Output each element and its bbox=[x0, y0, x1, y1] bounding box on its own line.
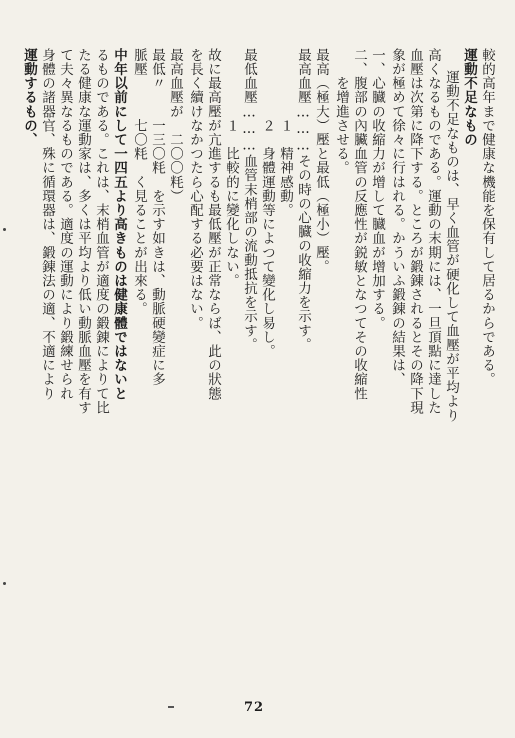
text-column: て夫々異なるものである。適度の運動により鍛練せられ bbox=[57, 48, 73, 401]
text-column: 身體の諸器官、殊に循環器は、鍛錬法の適、不適により bbox=[39, 48, 55, 401]
text-column: 較的高年まで健康な機能を保有して居るからである。 bbox=[479, 48, 495, 387]
text-column: を長く續けなかつたら心配する必要はない。 bbox=[187, 48, 203, 330]
text-column: １ 精神感動。 bbox=[277, 48, 293, 218]
text-column: 二、腹部の內臟血管の反應性が鋭敏となつてその收縮性 bbox=[351, 48, 367, 401]
text-column: 最高血壓が 二〇〇粍） bbox=[167, 48, 183, 204]
text-column: 高くなるものである。運動の末期には、一旦頂點に達した bbox=[425, 48, 441, 415]
text-column: 脈壓 七〇粍 く見ることが出來る。 bbox=[131, 48, 147, 316]
text-column: ２ 身體運動等によつて變化し易し。 bbox=[259, 48, 275, 359]
text-column: 最低血壓………血管末梢部の流動抵抗を示す。 bbox=[241, 48, 257, 352]
print-mark bbox=[168, 706, 174, 708]
text-column: １ 比較的に變化しない。 bbox=[223, 48, 239, 288]
text-column: 運動不足なものは、早く血管が硬化して血壓が平均より bbox=[443, 70, 459, 423]
section-heading: 運動するもの、 bbox=[21, 48, 37, 147]
text-column: 最高（極大）壓と最低（極小）壓。 bbox=[313, 48, 329, 274]
text-column: るものである。これは、末梢血管が適度の鍛錬によりて比 bbox=[93, 48, 109, 415]
text-column: 最高血壓………その時の心臓の收縮力を示す。 bbox=[295, 48, 311, 352]
section-heading: 運動不足なもの bbox=[461, 48, 477, 147]
text-column: 最低〃 一三〇粍 を示す如きは、動脈硬變症に多 bbox=[149, 48, 165, 387]
text-column: 故に最高壓が亢進するも最低壓が正常ならば、此の狀態 bbox=[205, 48, 221, 401]
text-column: 象が極めて徐々に行はれる。かういふ鍛錬の結果は、 bbox=[389, 48, 405, 387]
print-mark bbox=[3, 582, 6, 585]
text-column: 一、心臓の收縮力が增して臓血が增加する。 bbox=[369, 48, 385, 330]
text-column: 中年以前にして一四五より高きものは健康體ではないと bbox=[111, 48, 127, 401]
print-mark bbox=[3, 228, 6, 231]
page-number: 72 bbox=[244, 700, 265, 715]
text-column: 血壓は次第に降下する。ところが鍛錬されるとその降下現 bbox=[407, 48, 423, 415]
text-column: たる健康な運動家は、多くは平均より低い動脈血壓を有す bbox=[75, 48, 91, 415]
text-column: を增進させる。 bbox=[333, 48, 349, 175]
